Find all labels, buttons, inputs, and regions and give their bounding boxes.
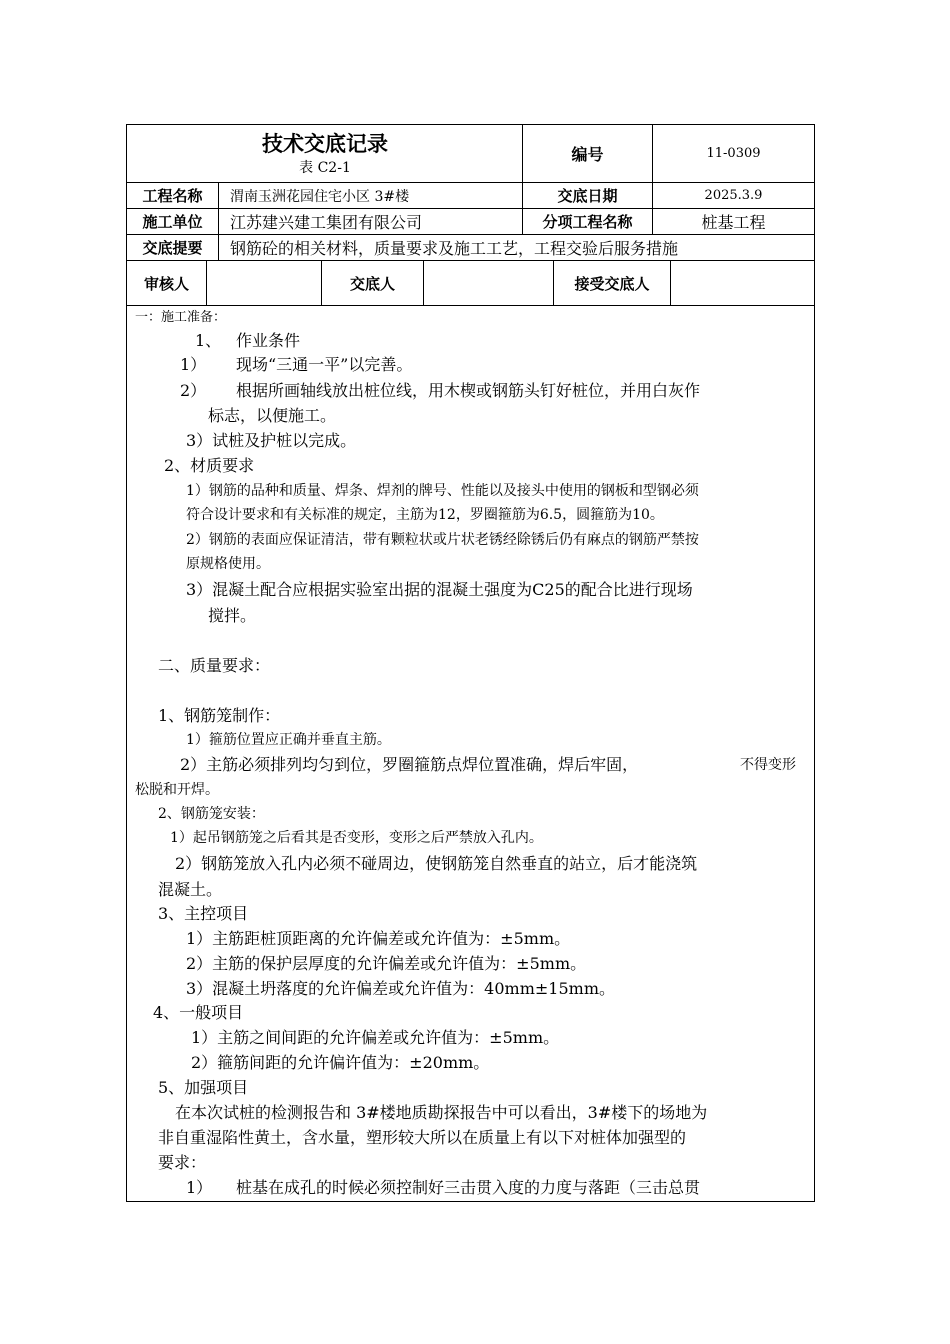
sub-project-label: 分项工程名称 [542, 213, 633, 231]
subsection-heading: 5、加强项目 [158, 1078, 249, 1097]
body-line: 原规格使用。 [186, 556, 270, 572]
body-line: 3）混凝土坍落度的允许偏差或允许值为：40mm±15mm。 [186, 979, 615, 998]
subsection-heading: 1、钢筋笼制作： [158, 706, 281, 725]
body-line: 3）试桩及护桩以完成。 [186, 431, 357, 450]
unit-label: 施工单位 [142, 213, 203, 231]
body-line: 2）钢筋的表面应保证清洁，带有颗粒状或片状老锈经除锈后仍有麻点的钢筋严禁按 [186, 532, 699, 548]
subsection-heading: 2、钢筋笼安装： [158, 806, 265, 822]
body-line: 2）箍筋间距的允许偏许值为：±20mm。 [191, 1053, 490, 1072]
unit-value: 江苏建兴建工集团有限公司 [230, 213, 423, 232]
reviewer-label: 审核人 [143, 274, 189, 293]
body-line: 符合设计要求和有关标准的规定，主筋为12，罗圈箍筋为6.5，圆箍筋为10。 [186, 507, 664, 523]
project-value: 渭南玉洲花园住宅小区 3#楼 [230, 188, 410, 205]
body-line: 在本次试桩的检测报告和 3#楼地质勘探报告中可以看出，3#楼下的场地为 [175, 1103, 708, 1122]
item-number: 2） [180, 381, 207, 400]
receiver-label: 接受交底人 [574, 274, 650, 293]
body-line: 现场“三通一平”以完善。 [236, 355, 413, 374]
body-line: 非自重湿陷性黄土，含水量，塑形较大所以在质量上有以下对桩体加强型的 [158, 1128, 687, 1147]
body-line: 搅拌。 [208, 606, 257, 625]
body-line: 标志，以便施工。 [208, 406, 337, 425]
summary-value: 钢筋砼的相关材料，质量要求及施工工艺，工程交验后服务措施 [230, 239, 679, 258]
col-divider [218, 182, 219, 260]
body-line: 1）主筋距桩顶距离的允许偏差或允许值为：±5mm。 [186, 929, 571, 948]
number-label: 编号 [571, 145, 604, 164]
subsection-heading: 4、一般项目 [153, 1003, 244, 1022]
subsection-heading: 3、主控项目 [158, 904, 249, 923]
body-line: 1）起吊钢筋笼之后看其是否变形，变形之后严禁放入孔内。 [170, 830, 543, 846]
body-line: 2）钢筋笼放入孔内必须不碰周边，使钢筋笼自然垂直的站立，后才能浇筑 [175, 854, 698, 873]
number-value: 11-0309 [706, 146, 761, 161]
body-line: 1）钢筋的品种和质量、焊条、焊剂的牌号、性能以及接头中使用的钢板和型钢必须 [186, 483, 699, 499]
subsection-heading: 2、材质要求 [164, 456, 255, 475]
document-title: 技术交底记录 [262, 132, 388, 156]
body-line: 松脱和开焊。 [135, 782, 219, 798]
body-line: 作业条件 [236, 331, 301, 350]
date-value: 2025.3.9 [704, 188, 763, 203]
sub-project-value: 桩基工程 [701, 213, 766, 232]
body-line: 要求： [158, 1153, 207, 1172]
section-heading: 一：施工准备： [135, 310, 227, 325]
item-number: 1） [186, 1178, 213, 1197]
body-line: 1）箍筋位置应正确并垂直主筋。 [186, 732, 391, 748]
body-line: 1）主筋之间间距的允许偏差或允许值为：±5mm。 [191, 1028, 560, 1047]
body-line: 2）主筋必须排列均匀到位，罗圈箍筋点焊位置准确，焊后牢固， [180, 755, 639, 774]
row-divider [126, 305, 815, 306]
item-number: 1、 [195, 331, 222, 350]
section-heading: 二、质量要求： [158, 656, 271, 675]
project-label: 工程名称 [142, 187, 203, 205]
discloser-label: 交底人 [349, 274, 395, 293]
summary-label: 交底提要 [142, 239, 203, 257]
body-line: 不得变形 [740, 757, 796, 773]
body-line: 2）主筋的保护层厚度的允许偏差或允许值为：±5mm。 [186, 954, 587, 973]
body-line: 根据所画轴线放出桩位线，用木楔或钢筋头钉好桩位，并用白灰作 [236, 381, 701, 400]
discloser-value [424, 261, 553, 305]
body-line: 混凝土。 [158, 880, 223, 899]
receiver-value [671, 261, 814, 305]
item-number: 1） [180, 355, 207, 374]
body-line: 3）混凝土配合应根据实验室出据的混凝土强度为C25的配合比进行现场 [186, 580, 693, 599]
body-line: 桩基在成孔的时候必须控制好三击贯入度的力度与落距（三击总贯 [236, 1178, 701, 1197]
date-label: 交底日期 [557, 187, 618, 205]
reviewer-value [207, 261, 321, 305]
form-number: 表 C2-1 [299, 160, 351, 176]
